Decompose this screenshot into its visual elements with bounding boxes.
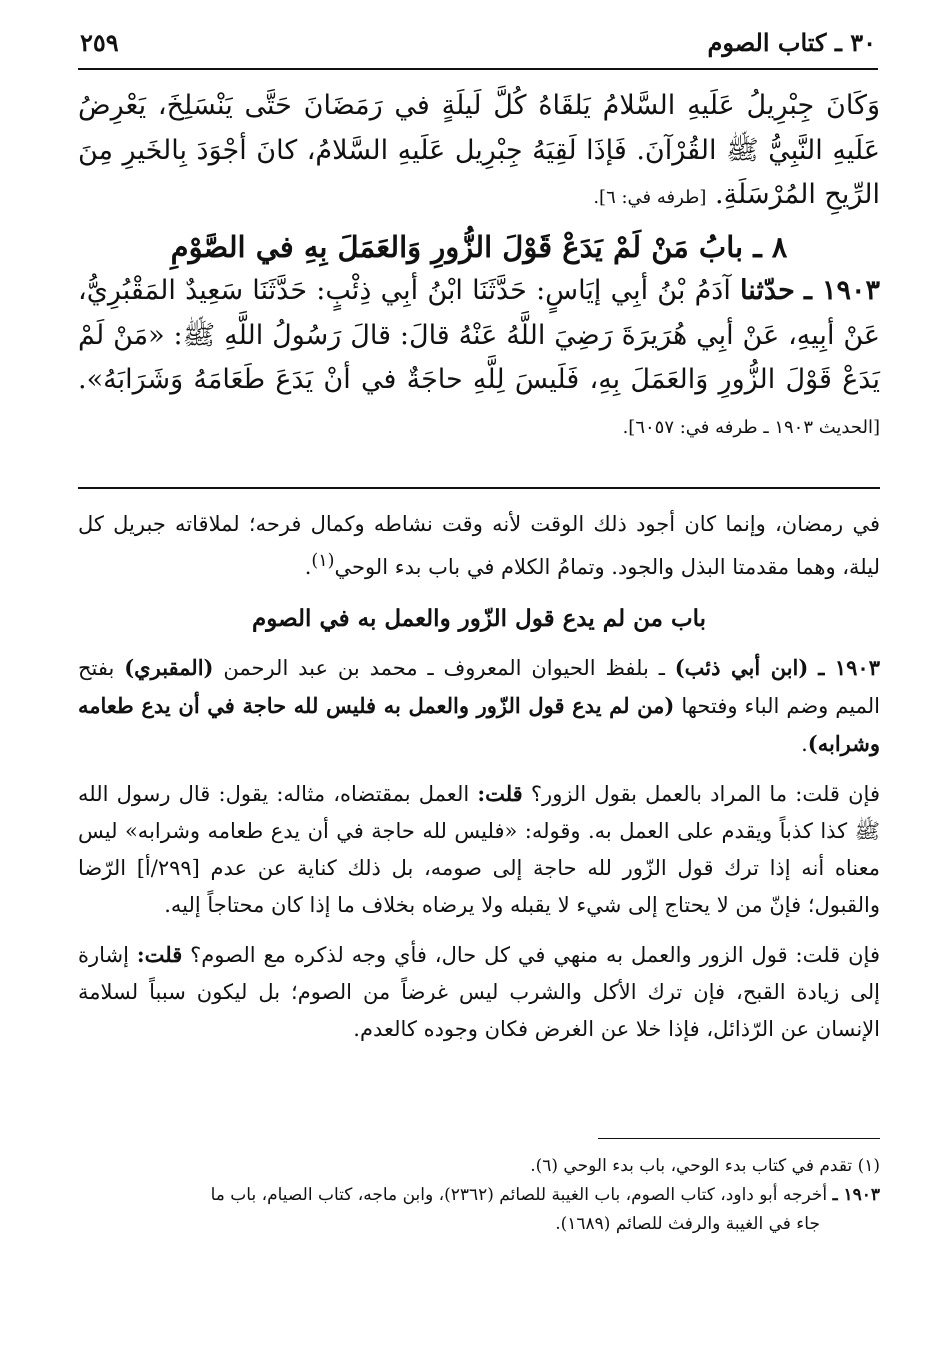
commentary-chapter-heading: باب من لم يدع قول الزّور والعمل به في الصوم bbox=[251, 605, 707, 632]
entry-maqburi: (المقبري) bbox=[124, 655, 214, 680]
entry-quote: (من لم يدع قول الزّور والعمل به فليس لله حاجة في أن يدع طعامه وشرابه) bbox=[78, 693, 880, 756]
narration-text: آدَمُ بْنُ أبِي إيَاسٍ: حَدَّثَنَا ابْنُ أبِي ذِئْبٍ: حَدَّثَنَا سَعِيدٌ المَقْبُرِيُّ، عَنْ أبِيهِ، عَنْ أبِي هُرَيرَةَ رَضِيَ اللَّهُ عَنْهُ قالَ: قالَ رَسُولُ اللَّهِ ﷺ: «مَنْ لَمْ يَدَعْ قَوْلَ الزُّورِ وَالعَمَلَ بِهِ، فَلَيسَ لِلَّهِ حاجَةٌ في أنْ يَدَعَ طَعَامَهُ وَشَرَابَهُ». bbox=[78, 275, 880, 395]
footnote-text: تقدم في كتاب بدء الوحي، باب بدء الوحي (٦). bbox=[530, 1156, 853, 1176]
hadith-intro-paragraph bbox=[78, 84, 880, 221]
footnote-item bbox=[78, 1181, 880, 1239]
answer-one-text: العمل بمقتضاه، مثاله: يقول: قال رسول الله ﷺ كذا كذباً ويقدم على العمل به. وقوله: «فليس لله حاجة في أن يدع طعامه وشرابه» ليس معناه أنه إذا ترك قول الزّور لله حاجة إلى صومه، بل ذلك كناية عن عدم [٢٩٩/أ] الرّضا والقبول؛ فإنّ من لا يحتاج إلى شيء لا يقبله ولا يرضاه بخلاف ما إذا كان محتاجاً إليه. bbox=[78, 782, 881, 917]
question-one-text: فإن قلت: ما المراد بالعمل بقول الزور؟ bbox=[522, 782, 880, 806]
footnote-mark: (١) bbox=[857, 1156, 880, 1176]
commentary-section bbox=[78, 506, 880, 1048]
answer-two-text: إشارة إلى زيادة القبح، فإن ترك الأكل والشرب ليس غرضاً من الصوم؛ بل ليكون سبباً لسلامة الإنسان عن الرّذائل، فإذا خلا عن الغرض فكان وجوده كالعدم. bbox=[78, 943, 880, 1041]
section-divider bbox=[78, 487, 880, 489]
question-two-text: فإن قلت: قول الزور والعمل به منهي في كل حال، فأي وجه لذكره مع الصوم؟ bbox=[182, 943, 880, 967]
answer-two-label: قلت: bbox=[136, 942, 183, 967]
footnote-divider bbox=[598, 1138, 880, 1139]
opening-text: في رمضان، وإنما كان أجود ذلك الوقت لأنه وقت نشاطه وكمال فرحه؛ لملاقاته جبريل كل ليلة، وهما مقدمتا البذل والجود. وتمامُ الكلام في باب بدء الوحي bbox=[78, 512, 880, 579]
answer-one-label: قلت: bbox=[477, 781, 523, 806]
entry-number: ١٩٠٣ ـ bbox=[818, 655, 880, 680]
entry-text-2: بفتح الميم وضم الباء وفتحها bbox=[78, 656, 880, 718]
entry-name: (ابن أبي ذئب) bbox=[674, 655, 809, 680]
footnote-marker: (١) bbox=[311, 551, 335, 571]
intro-cross-reference: [طرفه في: ٦]. bbox=[593, 187, 707, 208]
footnote-mark: ١٩٠٣ ـ bbox=[832, 1185, 880, 1205]
narration-lead: حدّثنا bbox=[740, 275, 795, 306]
commentary-entry bbox=[78, 649, 880, 763]
footnotes-section bbox=[78, 1152, 880, 1239]
hadith-narration bbox=[78, 269, 880, 450]
question-two bbox=[78, 936, 880, 1048]
intro-text: وَكَانَ جِبْرِيلُ عَلَيهِ السَّلامُ يَلقَاهُ كُلَّ لَيلَةٍ في رَمَضَانَ حَتَّى يَنْسَلِخَ، يَعْرِضُ عَلَيهِ النَّبِيُّ ﷺ القُرْآنَ. فَإذَا لَقِيَهُ جِبْرِيل عَلَيهِ السَّلامُ، كانَ أجْوَدَ بِالخَيرِ مِنَ الرِّيحِ المُرْسَلَةِ. bbox=[78, 90, 880, 210]
footnote-text: أخرجه أبو داود، كتاب الصوم، باب الغيبة للصائم (٢٣٦٢)، وابن ماجه، كتاب الصيام، باب ما bbox=[210, 1185, 828, 1205]
hadith-text-section bbox=[78, 84, 880, 450]
chapter-title: ٣٠ ـ كتاب الصوم bbox=[707, 28, 876, 57]
footnote-item bbox=[78, 1152, 880, 1181]
page-number: ٢٥٩ bbox=[80, 28, 119, 57]
hadith-chapter-heading: ٨ ـ بابُ مَنْ لَمْ يَدَعْ قَوْلَ الزُّورِ وَالعَمَلَ بِهِ في الصَّوْمِ bbox=[170, 229, 788, 264]
entry-text-1: ـ بلفظ الحيوان المعروف ـ محمد بن عبد الرحمن bbox=[213, 656, 675, 680]
footnote-text: جاء في الغيبة والرفث للصائم (١٦٨٩). bbox=[555, 1214, 820, 1234]
commentary-opening-paragraph: في رمضان، وإنما كان أجود ذلك الوقت لأنه وقت نشاطه وكمال فرحه؛ لملاقاته جبريل كل ليلة، وهما مقدمتا البذل والجود. وتمامُ الكلام في باب بدء الوحي$^{(١)}$. bbox=[78, 512, 880, 579]
entry-end: . bbox=[801, 732, 808, 756]
page-header bbox=[78, 20, 878, 70]
hadith-cross-reference: [الحديث ١٩٠٣ ـ طرفه في: ٦٠٥٧]. bbox=[622, 416, 880, 438]
question-one bbox=[78, 775, 880, 924]
hadith-number: ١٩٠٣ ـ bbox=[804, 275, 880, 306]
